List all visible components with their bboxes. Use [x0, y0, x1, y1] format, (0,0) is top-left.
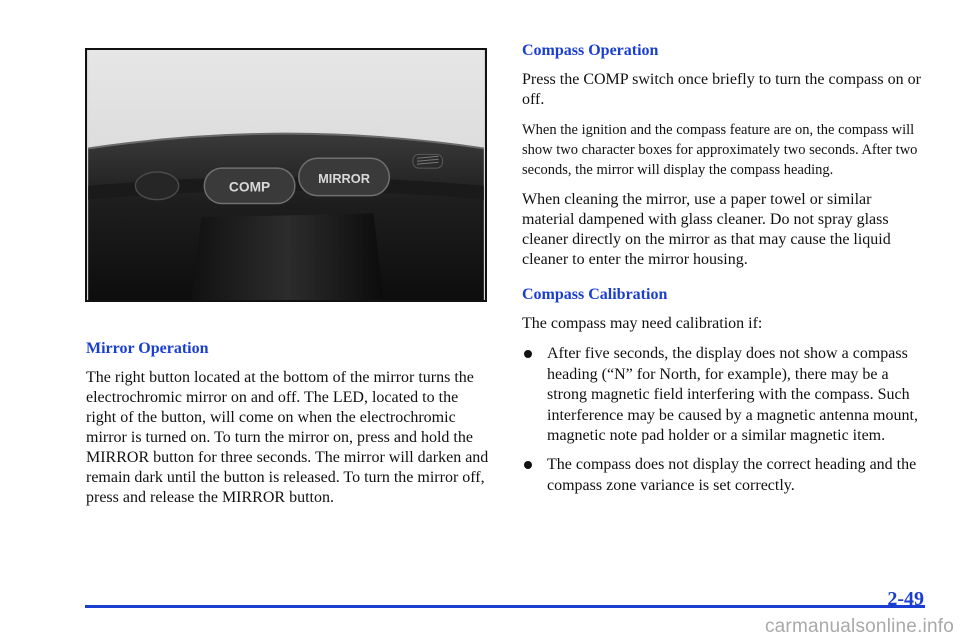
list-item — [522, 455, 926, 496]
mirror-button-label: MIRROR — [318, 170, 370, 186]
watermark: carmanualsonline.info — [764, 616, 954, 637]
footer-rule — [85, 605, 925, 608]
comp-button-label: COMP — [228, 179, 271, 195]
compass-operation-p1: Press the COMP switch once briefly to turn the compass on or off. — [522, 71, 921, 108]
list-item-text: After five seconds, the display does not show a compass heading (“N” for North, for example), there may be a strong magnetic field interfering with the compass. Such interference may be caused by a magnetic antenna mount, magnetic note pad holder or a similar magnetic item. — [547, 345, 918, 445]
led-indicator — [413, 154, 443, 168]
mirror-illustration — [87, 50, 485, 300]
mirror-photo — [85, 48, 487, 302]
mirror-operation-heading: Mirror Operation — [86, 340, 209, 357]
bullet-icon — [524, 350, 532, 358]
compass-operation-p3: When cleaning the mirror, use a paper towel or similar material dampened with glass cleaner. Do not spray glass cleaner directly on the mirror as that may cause the liquid cleaner to enter the mirror housing. — [522, 191, 891, 268]
page-number: 2-49 — [887, 588, 924, 610]
mirror-operation-section — [86, 338, 490, 518]
bullet-icon — [524, 461, 532, 469]
calibration-conditions-list — [522, 344, 926, 496]
compass-calibration-intro: The compass may need calibration if: — [522, 315, 763, 332]
compass-operation-heading: Compass Operation — [522, 42, 659, 59]
compass-calibration-heading: Compass Calibration — [522, 286, 668, 303]
mirror-operation-body: The right button located at the bottom of the mirror turns the electrochromic mirror on and off. The LED, located to the right of the button, will come on when the electrochromic mirror is turned on. To turn the mirror on, press and hold the MIRROR button for three seconds. The mirror will darken and remain dark until the button is released. To turn the mirror off, press and release the MIRROR button. — [86, 369, 489, 506]
compass-operation-p2: When the ignition and the compass feature are on, the compass will show two character boxes for approximately two seconds. After two seconds, the mirror will display the compass heading. — [522, 122, 918, 178]
list-item — [522, 344, 926, 447]
list-item-text: The compass does not display the correct heading and the compass zone variance is set correctly. — [547, 455, 917, 494]
compass-column — [522, 40, 926, 504]
